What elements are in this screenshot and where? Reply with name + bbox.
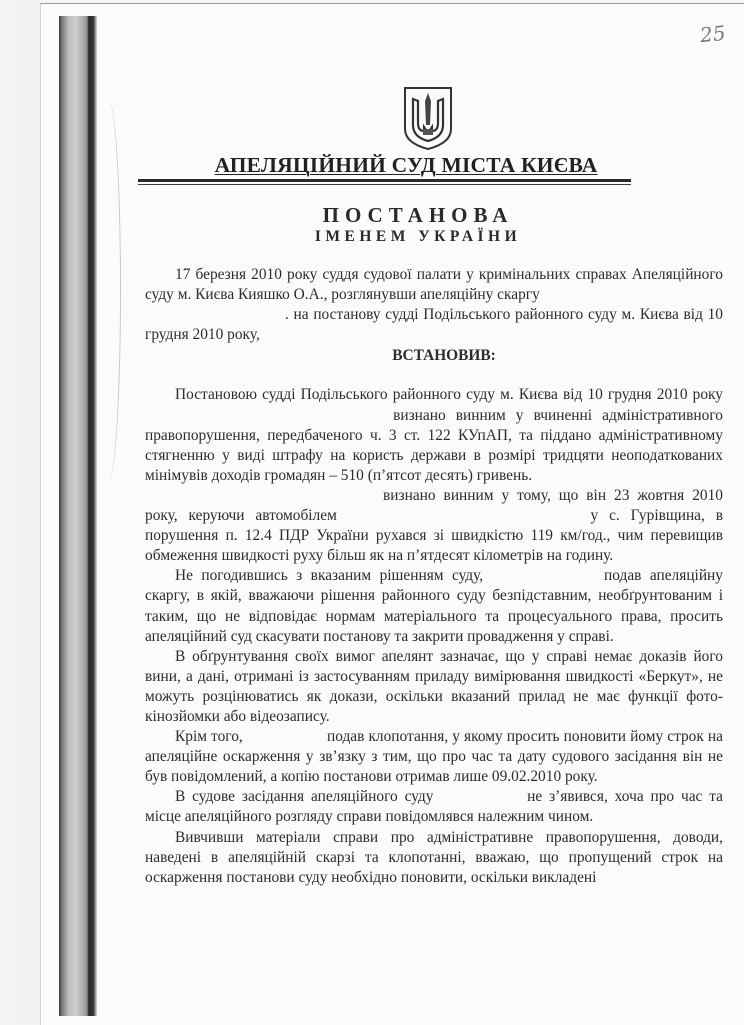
paragraph-5	[145, 727, 723, 787]
paragraph-2	[145, 486, 723, 566]
paragraph-4: В обґрунтування своїх вимог апелянт зазначає, що у справі немає доказів його вини, а дані, отримані із застосуванням приладу вимірювання швидкості «Беркут», не можуть розцінюватись як докази, оскільки вказаний прилад не має функції фото-кінозйомки або відеозапису.	[145, 647, 723, 725]
paragraph-3-text-a: Не погодившись з вказаним рішенням суду,	[175, 567, 484, 585]
binding-strip	[59, 16, 97, 1016]
paragraph-1	[145, 385, 723, 485]
coat-of-arms-icon	[402, 85, 454, 151]
paragraph-6-text-a: В судове засідання апеляційного суду	[175, 788, 434, 806]
header-rule-thick	[138, 179, 631, 182]
intro-paragraph	[145, 265, 723, 345]
scan-background	[0, 0, 40, 1024]
header-rule-thin	[138, 184, 631, 185]
binding-thread	[96, 100, 121, 480]
document-body	[145, 265, 723, 888]
document-subtitle: ІМЕНЕМ УКРАЇНИ	[314, 228, 522, 245]
intro-text-1: 17 березня 2010 року суддя судової палати у кримінальних справах Апеляційного суду м. Києва Кияшко О.А., розглянувши апеляційну скаргу	[145, 266, 723, 304]
paragraph-7: Вивчивши матеріали справи про адміністративне правопорушення, доводи, наведені в апеляційній скарзі та клопотанні, вважаю, що пропущений строк на оскарження постанови суду необхідно поновити, оскільки викладені	[145, 828, 723, 886]
section-heading: ВСТАНОВИВ:	[392, 347, 496, 365]
court-name: АПЕЛЯЦІЙНИЙ СУД МІСТА КИЄВА	[214, 153, 598, 177]
paragraph-1-text-a: Постановою судді Подільського районного суду м. Києва від 10 грудня 2010 року	[175, 386, 723, 404]
paragraph-2-text-c: у с. Гурівщина, в порушення п. 12.4 ПДР України рухався зі швидкістю 119 км/год., чим перевищив обмеження швидкості руху більш як на п’ятдесят кілометрів на годину.	[145, 507, 723, 565]
intro-text-2: . на постанову судді Подільського районного суду м. Києва від 10 грудня 2010 року,	[145, 306, 723, 344]
paragraph-2-text-b: керуючи автомобілем	[188, 507, 337, 525]
document-title: ПОСТАНОВА	[322, 203, 514, 227]
paragraph-5-text-b: подав клопотання, у якому просить поновити йому строк на апеляційне оскарження у зв’язку з тим, що про час та дату судового засідання він не був повідомлений, а копію постанови отримав лише 09.02.2010 року.	[145, 728, 723, 786]
paragraph-1-text-b: визнано винним у вчиненні адміністративного правопорушення, передбаченого ч. 3 ст. 122 КУпАП, та піддано адміністративному стягненню у виді штрафу на користь держави в розмірі тридцяти неоподаткованих мінімувів доходів громадян – 510 (п’ятсот десять) гривень.	[145, 406, 723, 484]
paragraph-5-text-a: Крім того,	[175, 728, 243, 746]
paragraph-3	[145, 566, 723, 646]
handwritten-page-number: 25	[698, 20, 727, 48]
paragraph-6-text-b: не з’явився, хоча про час та місце апеляційного розгляду справи повідомлявся належним чином.	[145, 788, 723, 826]
paragraph-3-text-b: подав апеляційну скаргу, в якій, вважаючи рішення районного суду безпідставним, необґрунтованим і таким, що не відповідає нормам матеріального та процесуального права, просить апеляційний суд скасувати постанову та закрити провадження у справі.	[145, 567, 723, 645]
paragraph-2-text-a: визнано винним у тому, що він 23 жовтня 2010 року,	[145, 486, 723, 525]
paragraph-6	[145, 787, 723, 827]
